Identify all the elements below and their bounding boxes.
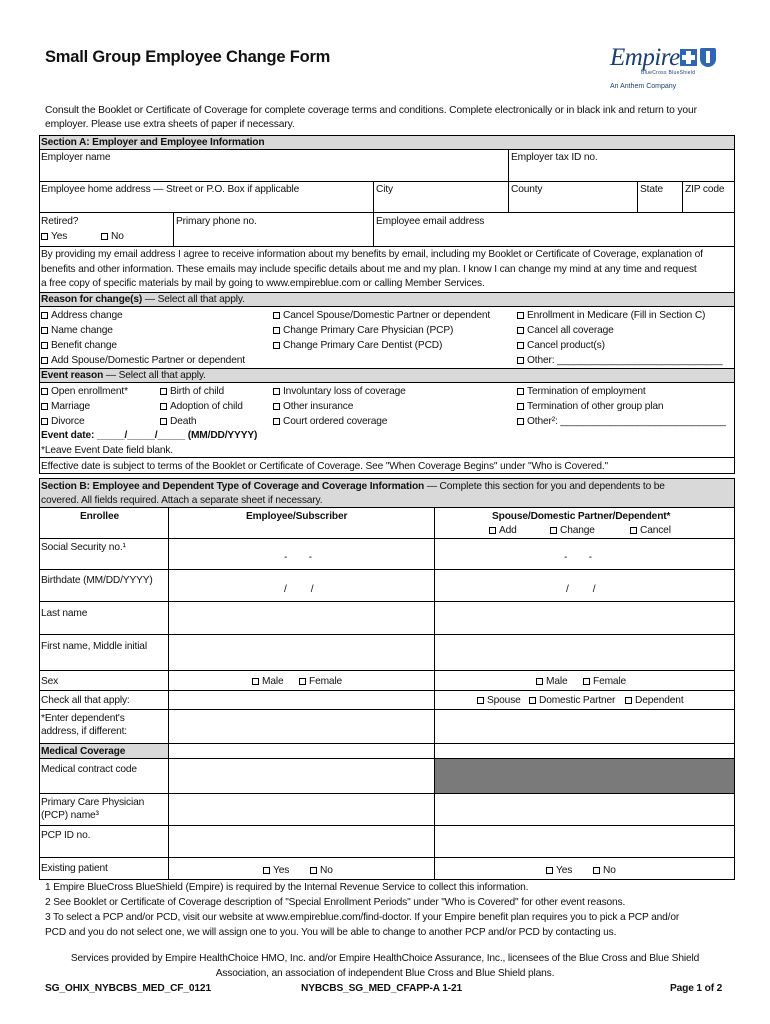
existing-patient-label: Existing patient bbox=[41, 863, 108, 874]
services-disclaimer: Services provided by Empire HealthChoice HMO, Inc. and/or Empire HealthChoice Assurance, Inc., licensees of the Blue Cross and Blue Shield Association, an association of independent Blue Cross and Blue Shield plans. bbox=[70, 953, 700, 979]
check-all-label: Check all that apply: bbox=[41, 695, 130, 706]
logo-wordmark: Empire bbox=[610, 44, 680, 71]
first-name-label: First name, Middle initial bbox=[41, 641, 147, 652]
email-field[interactable]: Employee email address bbox=[376, 216, 485, 227]
employer-tax-id-field[interactable]: Employer tax ID no. bbox=[511, 152, 598, 163]
medical-coverage-header: Medical Coverage bbox=[41, 746, 126, 757]
section-b-header-line2: covered. All fields required. Attach a separate sheet if necessary. bbox=[41, 495, 323, 506]
spouse-sex-female[interactable]: Female bbox=[583, 675, 626, 688]
col-employee-subscriber: Employee/Subscriber bbox=[246, 511, 348, 522]
form-code-center: NYBCBS_SG_MED_CFAPP-A 1-21 bbox=[301, 983, 463, 994]
section-a-header: Section A: Employer and Employee Information bbox=[41, 137, 265, 148]
spouse-birthdate-field[interactable]: / / bbox=[566, 584, 596, 595]
event-header: Event reason — Select all that apply. bbox=[41, 370, 206, 381]
footnote-2: 2 See Booklet or Certificate of Coverage description of "Special Enrollment Periods" under "Who is Covered" for other event reasons. bbox=[45, 897, 626, 908]
reason-name-change[interactable]: Name change bbox=[41, 324, 113, 337]
spouse-sex-male[interactable]: Male bbox=[536, 675, 567, 688]
spouse-existing-yes[interactable]: Yes bbox=[546, 864, 572, 877]
spouse-contract-blocked bbox=[435, 759, 734, 793]
sex-label: Sex bbox=[41, 676, 59, 687]
event-other-insurance[interactable]: Other insurance bbox=[273, 400, 353, 413]
spouse-cancel-option[interactable]: Cancel bbox=[630, 524, 671, 537]
section-b-header: Section B: Employee and Dependent Type of Coverage and Coverage Information — Complete this section for you and dependents to be bbox=[41, 481, 665, 492]
event-marriage[interactable]: Marriage bbox=[41, 400, 90, 413]
col-enrollee: Enrollee bbox=[80, 511, 119, 522]
employee-birthdate-field[interactable]: / / bbox=[284, 584, 314, 595]
empire-logo bbox=[610, 44, 722, 100]
footnote-3-cont: PCD and you do not select one, we will assign one to you. You will be able to change to another PCP and/or PCD by contacting us. bbox=[45, 927, 617, 938]
form-title: Small Group Employee Change Form bbox=[45, 48, 331, 66]
event-adoption[interactable]: Adoption of child bbox=[160, 400, 243, 413]
footnote-3: 3 To select a PCP and/or PCD, visit our website at www.empireblue.com/find-doctor. If your Empire benefit plan requires you to pick a PCP and/or bbox=[45, 912, 680, 923]
logo-tagline: BlueCross BlueShield bbox=[641, 70, 696, 76]
medical-contract-label: Medical contract code bbox=[41, 764, 137, 775]
reason-benefit-change[interactable]: Benefit change bbox=[41, 339, 117, 352]
retired-yes[interactable]: Yes bbox=[41, 230, 67, 243]
spouse-ssn-field[interactable]: - - bbox=[564, 552, 592, 563]
reason-change-pcd[interactable]: Change Primary Care Dentist (PCD) bbox=[273, 339, 442, 352]
employee-existing-no[interactable]: No bbox=[310, 864, 333, 877]
zip-field[interactable]: ZIP code bbox=[685, 184, 725, 195]
county-field[interactable]: County bbox=[511, 184, 543, 195]
event-birth[interactable]: Birth of child bbox=[160, 385, 224, 398]
event-open-enrollment[interactable]: Open enrollment* bbox=[41, 385, 128, 398]
spouse-existing-no[interactable]: No bbox=[593, 864, 616, 877]
spouse-change-option[interactable]: Change bbox=[550, 524, 595, 537]
event-termination-group-plan[interactable]: Termination of other group plan bbox=[517, 400, 663, 413]
footnotes bbox=[45, 880, 679, 940]
relation-domestic-partner[interactable]: Domestic Partner bbox=[529, 694, 615, 707]
ssn-label: Social Security no.¹ bbox=[41, 542, 126, 553]
reason-header: Reason for change(s) — Select all that apply. bbox=[41, 294, 245, 305]
employee-sex-male[interactable]: Male bbox=[252, 675, 283, 688]
logo-subtitle: An Anthem Company bbox=[610, 83, 677, 90]
page-number: Page 1 of 2 bbox=[670, 983, 723, 994]
employee-ssn-field[interactable]: - - bbox=[284, 552, 312, 563]
pcp-name-label: Primary Care Physician (PCP) name³ bbox=[41, 797, 145, 821]
employee-sex-female[interactable]: Female bbox=[299, 675, 342, 688]
relation-dependent[interactable]: Dependent bbox=[625, 694, 684, 707]
event-court-ordered[interactable]: Court ordered coverage bbox=[273, 415, 387, 428]
employer-name-field[interactable]: Employer name bbox=[41, 152, 111, 163]
event-other[interactable]: Other²: ______________________________ bbox=[517, 415, 726, 428]
event-divorce[interactable]: Divorce bbox=[41, 415, 84, 428]
employee-existing-yes[interactable]: Yes bbox=[263, 864, 289, 877]
dependent-address-label: *Enter dependent's address, if different: bbox=[41, 713, 127, 737]
reason-address-change[interactable]: Address change bbox=[41, 309, 123, 322]
spouse-add-option[interactable]: Add bbox=[489, 524, 517, 537]
relation-spouse[interactable]: Spouse bbox=[477, 694, 521, 707]
blue-cross-icon bbox=[680, 49, 697, 66]
footnote-1: 1 Empire BlueCross BlueShield (Empire) is required by the Internal Revenue Service to collect this information. bbox=[45, 882, 529, 893]
retired-label: Retired? bbox=[41, 216, 79, 227]
checkbox-icon[interactable] bbox=[41, 233, 48, 240]
event-death[interactable]: Death bbox=[160, 415, 196, 428]
retired-no[interactable]: No bbox=[101, 230, 124, 243]
reason-add-spouse[interactable]: Add Spouse/Domestic Partner or dependent bbox=[41, 354, 245, 367]
intro-text: Consult the Booklet or Certificate of Coverage for complete coverage terms and conditions. Complete electronically or in black ink and return to your employer. Please use extra sheets of paper if necessary. bbox=[45, 105, 697, 130]
reason-cancel-spouse[interactable]: Cancel Spouse/Domestic Partner or dependent bbox=[273, 309, 490, 322]
email-consent-text: By providing my email address I agree to receive information about my benefits by email, including my Booklet or Certificate of Coverage, explanation of benefits and other information. These emails may include specific details about me and my plan. I know I can change my mind at any time and request a free copy of specific materials by mail by going to www.empireblue.com or calling Member Services. bbox=[41, 249, 703, 289]
primary-phone-field[interactable]: Primary phone no. bbox=[176, 216, 257, 227]
form-code-left: SG_OHIX_NYBCBS_MED_CF_0121 bbox=[45, 983, 211, 994]
reason-cancel-all[interactable]: Cancel all coverage bbox=[517, 324, 614, 337]
reason-medicare[interactable]: Enrollment in Medicare (Fill in Section C) bbox=[517, 309, 705, 322]
col-spouse-dependent: Spouse/Domestic Partner/Dependent* bbox=[492, 511, 671, 522]
reason-other[interactable]: Other: ______________________________ bbox=[517, 354, 723, 367]
reason-cancel-products[interactable]: Cancel product(s) bbox=[517, 339, 605, 352]
event-date-field[interactable]: Event date: _____/_____/_____ (MM/DD/YYYY) bbox=[41, 430, 258, 441]
event-note-leave-blank: *Leave Event Date field blank. bbox=[41, 445, 173, 456]
reason-change-pcp[interactable]: Change Primary Care Physician (PCP) bbox=[273, 324, 453, 337]
city-field[interactable]: City bbox=[376, 184, 393, 195]
effective-date-note: Effective date is subject to terms of the Booklet or Certificate of Coverage. See "When Coverage Begins" under "Who is Covered." bbox=[41, 461, 608, 472]
event-involuntary-loss[interactable]: Involuntary loss of coverage bbox=[273, 385, 406, 398]
home-address-field[interactable]: Employee home address — Street or P.O. Box if applicable bbox=[41, 184, 300, 195]
state-field[interactable]: State bbox=[640, 184, 664, 195]
last-name-label: Last name bbox=[41, 608, 88, 619]
pcp-id-label: PCP ID no. bbox=[41, 830, 91, 841]
blue-shield-icon bbox=[700, 48, 716, 67]
checkbox-icon[interactable] bbox=[101, 233, 108, 240]
birthdate-label: Birthdate (MM/DD/YYYY) bbox=[41, 575, 153, 586]
event-termination-employment[interactable]: Termination of employment bbox=[517, 385, 646, 398]
